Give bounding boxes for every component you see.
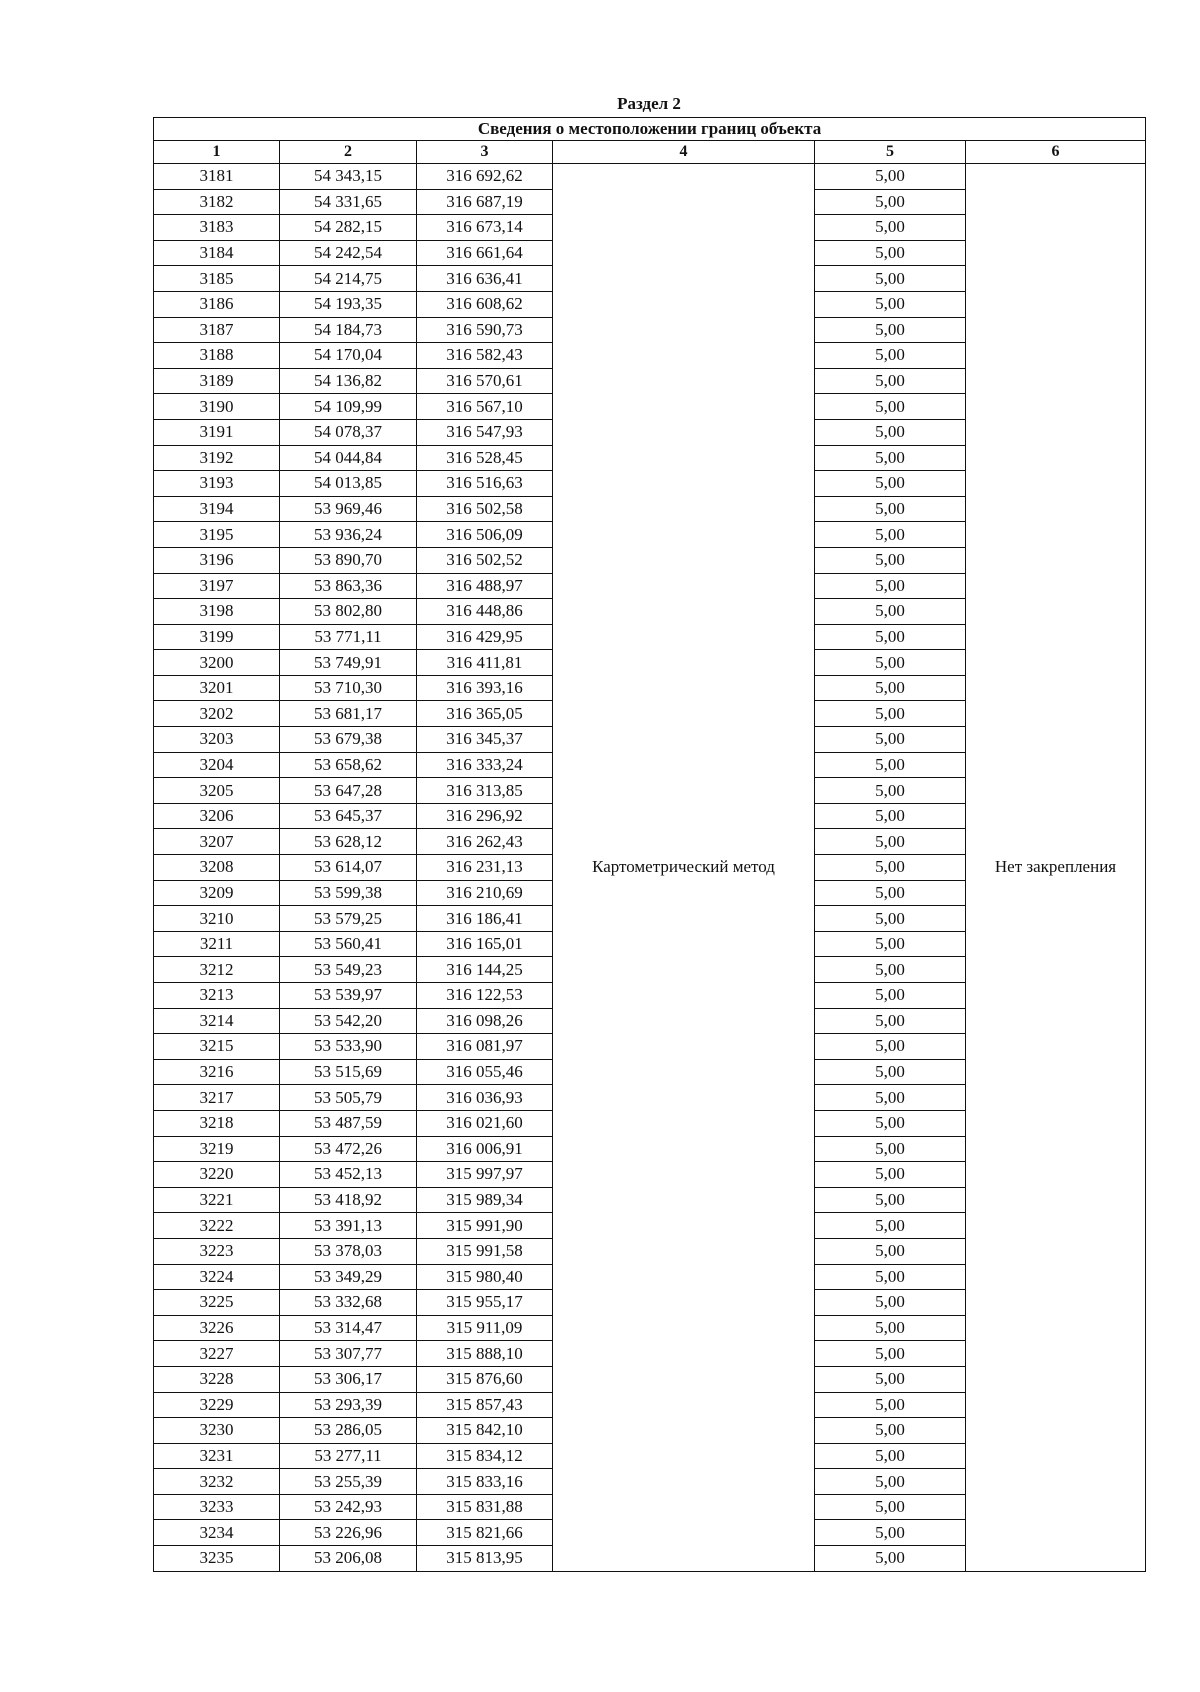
coordinate-x: 53 378,03 [280, 1238, 417, 1264]
point-number: 3210 [154, 906, 280, 932]
accuracy-value: 5,00 [815, 164, 966, 190]
accuracy-value: 5,00 [815, 343, 966, 369]
coordinate-x: 54 078,37 [280, 419, 417, 445]
coordinate-y: 315 876,60 [417, 1366, 553, 1392]
accuracy-value: 5,00 [815, 1264, 966, 1290]
coordinate-y: 315 980,40 [417, 1264, 553, 1290]
point-number: 3184 [154, 240, 280, 266]
coordinate-y: 316 333,24 [417, 752, 553, 778]
accuracy-value: 5,00 [815, 1443, 966, 1469]
accuracy-value: 5,00 [815, 1238, 966, 1264]
coordinate-x: 53 487,59 [280, 1110, 417, 1136]
accuracy-value: 5,00 [815, 547, 966, 573]
point-number: 3201 [154, 675, 280, 701]
point-number: 3190 [154, 394, 280, 420]
coordinate-y: 316 055,46 [417, 1059, 553, 1085]
coordinate-x: 53 314,47 [280, 1315, 417, 1341]
point-number: 3189 [154, 368, 280, 394]
accuracy-value: 5,00 [815, 650, 966, 676]
coordinate-x: 53 647,28 [280, 778, 417, 804]
point-number: 3191 [154, 419, 280, 445]
coordinate-y: 316 502,52 [417, 547, 553, 573]
coordinate-y: 316 144,25 [417, 957, 553, 983]
accuracy-value: 5,00 [815, 240, 966, 266]
coordinate-y: 316 687,19 [417, 189, 553, 215]
accuracy-value: 5,00 [815, 1162, 966, 1188]
accuracy-value: 5,00 [815, 189, 966, 215]
coordinate-x: 54 184,73 [280, 317, 417, 343]
coordinate-x: 53 890,70 [280, 547, 417, 573]
coordinate-y: 316 488,97 [417, 573, 553, 599]
point-number: 3205 [154, 778, 280, 804]
coordinate-x: 53 391,13 [280, 1213, 417, 1239]
coordinate-y: 316 262,43 [417, 829, 553, 855]
coordinate-x: 53 710,30 [280, 675, 417, 701]
coordinate-x: 53 306,17 [280, 1366, 417, 1392]
column-number-row [154, 141, 1146, 164]
coordinate-x: 53 679,38 [280, 727, 417, 753]
point-number: 3181 [154, 164, 280, 190]
point-number: 3232 [154, 1469, 280, 1495]
point-number: 3219 [154, 1136, 280, 1162]
coordinate-x: 53 645,37 [280, 803, 417, 829]
accuracy-value: 5,00 [815, 1418, 966, 1444]
coordinate-y: 315 813,95 [417, 1546, 553, 1572]
coordinate-x: 54 214,75 [280, 266, 417, 292]
coordinate-y: 316 098,26 [417, 1008, 553, 1034]
point-number: 3234 [154, 1520, 280, 1546]
accuracy-value: 5,00 [815, 803, 966, 829]
coordinate-y: 316 210,69 [417, 880, 553, 906]
point-number: 3212 [154, 957, 280, 983]
coordinate-y: 316 231,13 [417, 855, 553, 881]
point-number: 3207 [154, 829, 280, 855]
point-number: 3203 [154, 727, 280, 753]
coordinate-x: 53 936,24 [280, 522, 417, 548]
point-number: 3199 [154, 624, 280, 650]
accuracy-value: 5,00 [815, 727, 966, 753]
coordinate-x: 53 658,62 [280, 752, 417, 778]
coordinate-y: 315 842,10 [417, 1418, 553, 1444]
coordinate-x: 53 286,05 [280, 1418, 417, 1444]
accuracy-value: 5,00 [815, 1059, 966, 1085]
coordinate-x: 53 418,92 [280, 1187, 417, 1213]
accuracy-value: 5,00 [815, 1469, 966, 1495]
coordinate-y: 316 122,53 [417, 983, 553, 1009]
accuracy-value: 5,00 [815, 880, 966, 906]
point-number: 3187 [154, 317, 280, 343]
point-number: 3195 [154, 522, 280, 548]
coordinate-x: 53 206,08 [280, 1546, 417, 1572]
coordinate-y: 315 955,17 [417, 1290, 553, 1316]
coordinate-y: 315 831,88 [417, 1494, 553, 1520]
accuracy-value: 5,00 [815, 931, 966, 957]
point-number: 3214 [154, 1008, 280, 1034]
section-title: Раздел 2 [617, 94, 681, 113]
accuracy-value: 5,00 [815, 1085, 966, 1111]
point-number: 3222 [154, 1213, 280, 1239]
point-number: 3227 [154, 1341, 280, 1367]
column-number: 1 [154, 141, 280, 164]
column-number: 2 [280, 141, 417, 164]
point-number: 3226 [154, 1315, 280, 1341]
coordinate-x: 54 109,99 [280, 394, 417, 420]
coordinate-y: 316 429,95 [417, 624, 553, 650]
accuracy-value: 5,00 [815, 291, 966, 317]
coordinate-x: 53 515,69 [280, 1059, 417, 1085]
point-number: 3220 [154, 1162, 280, 1188]
point-number: 3235 [154, 1546, 280, 1572]
accuracy-value: 5,00 [815, 1341, 966, 1367]
coordinate-x: 53 628,12 [280, 829, 417, 855]
point-number: 3230 [154, 1418, 280, 1444]
point-number: 3204 [154, 752, 280, 778]
accuracy-value: 5,00 [815, 1366, 966, 1392]
accuracy-value: 5,00 [815, 317, 966, 343]
boundary-coordinates-table [153, 117, 1146, 1572]
point-number: 3194 [154, 496, 280, 522]
accuracy-value: 5,00 [815, 573, 966, 599]
accuracy-value: 5,00 [815, 1392, 966, 1418]
accuracy-value: 5,00 [815, 1520, 966, 1546]
point-number: 3188 [154, 343, 280, 369]
coordinate-y: 316 165,01 [417, 931, 553, 957]
coordinate-x: 53 749,91 [280, 650, 417, 676]
accuracy-value: 5,00 [815, 394, 966, 420]
coordinate-x: 53 293,39 [280, 1392, 417, 1418]
coordinate-y: 316 393,16 [417, 675, 553, 701]
coordinate-y: 316 506,09 [417, 522, 553, 548]
coordinate-y: 316 021,60 [417, 1110, 553, 1136]
coordinate-x: 53 542,20 [280, 1008, 417, 1034]
point-number: 3211 [154, 931, 280, 957]
table-caption: Сведения о местоположении границ объекта [154, 118, 1146, 141]
table-caption-row [154, 118, 1146, 141]
fixation-cell: Нет закрепления [966, 164, 1146, 1572]
coordinate-y: 316 582,43 [417, 343, 553, 369]
point-number: 3229 [154, 1392, 280, 1418]
point-number: 3182 [154, 189, 280, 215]
coordinate-y: 315 989,34 [417, 1187, 553, 1213]
accuracy-value: 5,00 [815, 1008, 966, 1034]
point-number: 3216 [154, 1059, 280, 1085]
coordinate-y: 315 834,12 [417, 1443, 553, 1469]
coordinate-x: 53 505,79 [280, 1085, 417, 1111]
coordinate-x: 53 533,90 [280, 1034, 417, 1060]
accuracy-value: 5,00 [815, 266, 966, 292]
column-number: 4 [553, 141, 815, 164]
coordinate-x: 53 771,11 [280, 624, 417, 650]
point-number: 3209 [154, 880, 280, 906]
accuracy-value: 5,00 [815, 778, 966, 804]
coordinate-x: 53 242,93 [280, 1494, 417, 1520]
point-number: 3228 [154, 1366, 280, 1392]
accuracy-value: 5,00 [815, 675, 966, 701]
accuracy-value: 5,00 [815, 1546, 966, 1572]
accuracy-value: 5,00 [815, 1494, 966, 1520]
accuracy-value: 5,00 [815, 1136, 966, 1162]
table-row [154, 164, 1146, 190]
accuracy-value: 5,00 [815, 368, 966, 394]
coordinate-x: 53 579,25 [280, 906, 417, 932]
coordinate-y: 316 567,10 [417, 394, 553, 420]
coordinate-x: 54 136,82 [280, 368, 417, 394]
coordinate-x: 54 170,04 [280, 343, 417, 369]
point-number: 3233 [154, 1494, 280, 1520]
point-number: 3231 [154, 1443, 280, 1469]
coordinate-x: 53 472,26 [280, 1136, 417, 1162]
coordinate-y: 316 365,05 [417, 701, 553, 727]
accuracy-value: 5,00 [815, 599, 966, 625]
accuracy-value: 5,00 [815, 1110, 966, 1136]
coordinate-y: 316 673,14 [417, 215, 553, 241]
point-number: 3198 [154, 599, 280, 625]
coordinate-y: 316 636,41 [417, 266, 553, 292]
coordinate-x: 54 282,15 [280, 215, 417, 241]
point-number: 3206 [154, 803, 280, 829]
coordinate-y: 315 821,66 [417, 1520, 553, 1546]
coordinate-x: 53 539,97 [280, 983, 417, 1009]
column-number: 6 [966, 141, 1146, 164]
accuracy-value: 5,00 [815, 445, 966, 471]
coordinate-y: 316 502,58 [417, 496, 553, 522]
coordinate-y: 316 186,41 [417, 906, 553, 932]
accuracy-value: 5,00 [815, 752, 966, 778]
coordinate-y: 316 313,85 [417, 778, 553, 804]
accuracy-value: 5,00 [815, 906, 966, 932]
accuracy-value: 5,00 [815, 419, 966, 445]
coordinate-x: 53 349,29 [280, 1264, 417, 1290]
coordinate-y: 316 528,45 [417, 445, 553, 471]
point-number: 3218 [154, 1110, 280, 1136]
coordinate-x: 54 044,84 [280, 445, 417, 471]
coordinate-x: 54 193,35 [280, 291, 417, 317]
coordinate-y: 316 661,64 [417, 240, 553, 266]
coordinate-y: 316 296,92 [417, 803, 553, 829]
coordinate-x: 53 863,36 [280, 573, 417, 599]
coordinate-x: 53 969,46 [280, 496, 417, 522]
coordinate-x: 53 226,96 [280, 1520, 417, 1546]
coordinate-y: 315 991,90 [417, 1213, 553, 1239]
point-number: 3200 [154, 650, 280, 676]
coordinate-y: 316 081,97 [417, 1034, 553, 1060]
point-number: 3192 [154, 445, 280, 471]
point-number: 3202 [154, 701, 280, 727]
accuracy-value: 5,00 [815, 983, 966, 1009]
coordinate-x: 54 331,65 [280, 189, 417, 215]
coordinate-x: 53 332,68 [280, 1290, 417, 1316]
coordinate-y: 316 448,86 [417, 599, 553, 625]
coordinate-y: 316 411,81 [417, 650, 553, 676]
coordinate-y: 315 991,58 [417, 1238, 553, 1264]
point-number: 3224 [154, 1264, 280, 1290]
point-number: 3213 [154, 983, 280, 1009]
coordinate-x: 54 013,85 [280, 471, 417, 497]
point-number: 3221 [154, 1187, 280, 1213]
accuracy-value: 5,00 [815, 496, 966, 522]
point-number: 3225 [154, 1290, 280, 1316]
accuracy-value: 5,00 [815, 701, 966, 727]
coordinate-x: 53 802,80 [280, 599, 417, 625]
coordinate-y: 316 006,91 [417, 1136, 553, 1162]
accuracy-value: 5,00 [815, 855, 966, 881]
column-number: 5 [815, 141, 966, 164]
coordinate-y: 316 608,62 [417, 291, 553, 317]
accuracy-value: 5,00 [815, 1187, 966, 1213]
column-number: 3 [417, 141, 553, 164]
point-number: 3217 [154, 1085, 280, 1111]
point-number: 3193 [154, 471, 280, 497]
coordinate-x: 53 452,13 [280, 1162, 417, 1188]
point-number: 3208 [154, 855, 280, 881]
accuracy-value: 5,00 [815, 1213, 966, 1239]
point-number: 3196 [154, 547, 280, 573]
point-number: 3183 [154, 215, 280, 241]
accuracy-value: 5,00 [815, 1315, 966, 1341]
coordinate-y: 315 888,10 [417, 1341, 553, 1367]
coordinate-y: 316 547,93 [417, 419, 553, 445]
method-cell: Картометрический метод [553, 164, 815, 1572]
coordinate-x: 53 277,11 [280, 1443, 417, 1469]
accuracy-value: 5,00 [815, 471, 966, 497]
point-number: 3186 [154, 291, 280, 317]
coordinate-x: 53 549,23 [280, 957, 417, 983]
coordinate-x: 53 255,39 [280, 1469, 417, 1495]
accuracy-value: 5,00 [815, 1290, 966, 1316]
coordinate-x: 54 242,54 [280, 240, 417, 266]
accuracy-value: 5,00 [815, 624, 966, 650]
coordinate-y: 316 590,73 [417, 317, 553, 343]
point-number: 3197 [154, 573, 280, 599]
coordinate-y: 315 997,97 [417, 1162, 553, 1188]
point-number: 3215 [154, 1034, 280, 1060]
point-number: 3223 [154, 1238, 280, 1264]
accuracy-value: 5,00 [815, 829, 966, 855]
coordinate-x: 53 614,07 [280, 855, 417, 881]
coordinate-y: 316 516,63 [417, 471, 553, 497]
coordinate-x: 53 681,17 [280, 701, 417, 727]
accuracy-value: 5,00 [815, 215, 966, 241]
coordinate-y: 316 036,93 [417, 1085, 553, 1111]
coordinate-y: 316 345,37 [417, 727, 553, 753]
coordinate-y: 316 570,61 [417, 368, 553, 394]
coordinate-x: 53 599,38 [280, 880, 417, 906]
coordinate-x: 53 560,41 [280, 931, 417, 957]
coordinate-y: 315 911,09 [417, 1315, 553, 1341]
accuracy-value: 5,00 [815, 522, 966, 548]
point-number: 3185 [154, 266, 280, 292]
coordinate-y: 316 692,62 [417, 164, 553, 190]
coordinate-x: 53 307,77 [280, 1341, 417, 1367]
coordinate-y: 315 833,16 [417, 1469, 553, 1495]
coordinate-y: 315 857,43 [417, 1392, 553, 1418]
accuracy-value: 5,00 [815, 957, 966, 983]
coordinate-x: 54 343,15 [280, 164, 417, 190]
accuracy-value: 5,00 [815, 1034, 966, 1060]
